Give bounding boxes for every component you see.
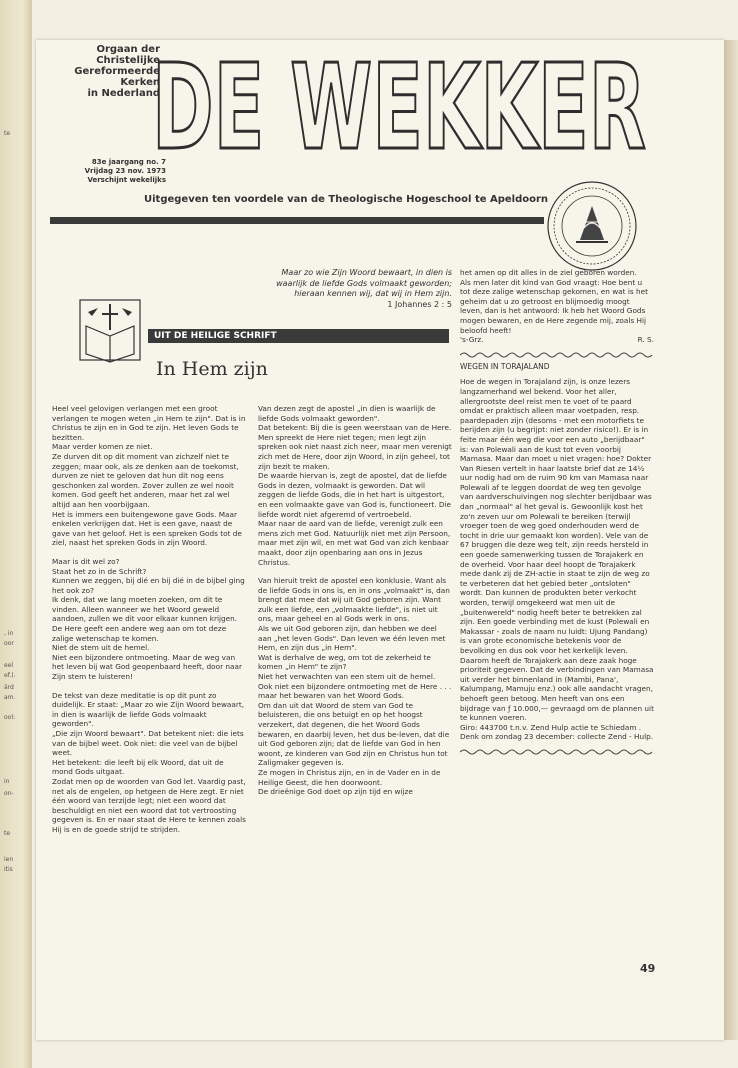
paragraph: Maar is dit wel zo? <box>52 556 120 566</box>
paragraph: Zodat men op de woorden van God let. Vaardig past, net als de engelen, op hetgeen de Here zegt. Er niet één woord van terzijde legt; niet een woord dat beschuldigt en niet een woord dat tot vertroosting gegeven is. En er naar staat de Here te kennen zoals Hij is en de goede strijd te strijden. <box>52 776 246 834</box>
paragraph: De Here geeft een andere weg aan om tot deze zalige wetenschap te komen. <box>52 624 227 643</box>
paragraph: Heel veel gelovigen verlangen met een groot verlangen te mogen weten „in Hem te zijn". Dat is in Christus te zijn en in God te zijn. Het leven Gods te bezitten. <box>52 404 246 442</box>
paragraph: Wat is derhalve de weg, om tot de zekerheid te komen „in Hem" te zijn? <box>258 652 431 672</box>
bleed-fragment: ärd <box>4 684 14 691</box>
signature-line <box>460 335 654 345</box>
article-column-1 <box>52 404 246 835</box>
paragraph: Om dan uit dat Woord de stem van God te beluisteren, die ons betuigt en op het hoogst verzekert, dat degenen, die het Woord Gods bewaren, en daarbij leven, het dus be-leven, dat die uit God geboren zijn; dat de liefde van God in hen woont, ze kinderen van God zijn en Christus hun tot Zaligmaker gegeven is. <box>258 700 450 768</box>
paragraph: Ook niet een bijzondere ontmoeting met de Here . . . maar het bewaren van het Woord Gods. <box>258 681 452 701</box>
article-title: In Hem zijn <box>156 358 268 380</box>
section-heading: WEGEN IN TORAJALAND <box>460 361 550 371</box>
quote-text: Maar zo wie Zijn Woord bewaart, in dien is waarlijk de liefde Gods volmaakt geworden; hieraan kennen wij, dat wij in Hem zijn. <box>276 268 452 298</box>
bleed-fragment: te <box>4 130 11 137</box>
paragraph: Staat het zo in de Schrift? <box>52 566 147 576</box>
seminary-seal-icon <box>544 178 640 274</box>
masthead-title <box>152 48 652 158</box>
organ-line: Christelijke <box>96 55 160 66</box>
paragraph: het amen op dit alles in de ziel geboren worden. <box>460 268 637 277</box>
bleed-fragment: ef.). <box>4 672 16 679</box>
paragraph: Maar naar de aard van de liefde, verenigt zulk een mens zich met God. Natuurlijk niet met zijn Persoon, maar met zijn wil, en met wat God van zich kenbaar maakt, door zijn openbaring aan ons in Jezus Christus. <box>258 519 451 567</box>
bleed-fragment: itis <box>4 866 13 873</box>
bleed-fragment: in <box>4 778 10 785</box>
paragraph: Van dezen zegt de apostel „in dien is waarlijk de liefde Gods volmaakt geworden". <box>258 404 436 423</box>
page-number: 49 <box>640 962 656 975</box>
bleed-fragment: ool: <box>4 714 16 721</box>
wave-divider <box>460 351 654 359</box>
paragraph: Het is immers een buitengewone gave Gods. Maar enkelen verkrijgen dat. Het is een gave, naast de gave van het geloof. Het is een spreken Gods tot de ziel, naast het spreken Gods in zijn Woord. <box>52 509 242 548</box>
paragraph: Hoe de wegen in Torajaland zijn, is onze lezers langzamerhand wel bekend. Voor het aller, allergrootste deel reist men te voet of te paard omdat er praktisch alleen maar voetpaden, resp. paardepaden zijn (desoms - met een motorfiets te berijden zijn (u begrijpt: niet zonder risico!). Er is in feite maar één weg die voor een auto „berijdbaar" is: van Polewali aan de kust tot even voorbij Mamasa. Maar dan moet u niet vragen: hoe? Dokter Van Riesen vertelt in haar laatste brief dat ze 14½ uur nodig had om de ruim 90 km van Mamasa naar Polewali af te leggen doordat de weg ten gevolge van aardverschuivingen nog slechter berijdbaar was dan „normaal" al het geval is. Gewoonlijk kost het zo'n zeven uur om Polewali te bereiken (terwijl vroeger toen de weg goed onderhouden werd de tocht in drie uur gemaakt kon worden). Vele van de 67 bruggen die deze weg telt, zijn reeds hersteld in een goede samenwerking tussen de Torajakerk en de overheid. Voor haar deel hoopt de Torajakerk mede dank zij de ZH-actie in staat te zijn de weg zo te verbeteren dat het gebied beter „ontsloten" wordt. Dan kunnen de produkten beter verkocht worden, terwijl omgekeerd wat men uit de „buitenwereld" nodig heeft beter te betrekken zal zijn. Een goede verbinding met de kust (Polewali en Makassar - zoals de naam nu luidt: Ujung Pandang) is van grote economische betekenis voor de bevolking en dus ook voor het kerkelijk leven. Daarom heeft de Torajakerk aan deze zaak hoge prioriteit gegeven. Dat de verbindingen van Mamasa uit verder het binnenland in (Mambi, Pana', Kalumpang, Mamuju enz.) ook alle aandacht vragen, behoeft geen betoog. Men heeft van ons een bijdrage van ƒ 10.000,— gevraagd om de plannen uit te kunnen voeren. <box>460 377 654 723</box>
paragraph: Niet de stem uit de hemel. <box>52 643 150 653</box>
issue-info <box>56 158 166 185</box>
paragraph: Maar verder komen ze niet. <box>52 442 153 452</box>
organ-line: Kerken <box>120 77 160 88</box>
bleed-fragment: ien <box>4 856 14 863</box>
signature-place: 's-Grz. <box>460 335 484 345</box>
paragraph: De drieënige God doet op zijn tijd en wijze <box>258 787 413 797</box>
right-page-edge <box>724 40 738 1040</box>
issue-line: 83e jaargang no. 7 <box>91 158 166 166</box>
scripture-quote <box>258 268 452 310</box>
article-column-3 <box>460 268 654 759</box>
paragraph: Als men later dit kind van God vraagt: Hoe bent u tot deze zalige wetenschap gekomen, en wat is het geheim dat u zo getroost en blijmoedig moogt leven, dan is het antwoord: Ik heb het Woord Gods mogen bewaren, en de Here zegende mij, zoals Hij beloofd heeft! <box>460 277 648 335</box>
masthead-subtitle: Uitgegeven ten voordele van de Theologische Hogeschool te Apeldoorn <box>144 194 549 205</box>
paragraph: Het betekent: die leeft bij elk Woord, dat uit de mond Gods uitgaat. <box>52 757 224 777</box>
organ-line: Orgaan der <box>96 44 160 55</box>
paragraph: Ze durven dit op dit moment van zichzelf niet te zeggen; maar ook, als ze denken aan de toekomst, durven ze niet te geloven dat hun dit nog eens geschonken zal worden. Zover zullen ze wel nooit komen. God geeft het anderen, maar het zal wel altijd aan hen voorbijgaan. <box>52 451 239 509</box>
paragraph: Kunnen we zeggen, bij dié en bij dié in de bijbel ging het ook zo? <box>52 576 245 595</box>
binding-edge <box>0 0 32 1068</box>
paragraph: Men spreekt de Here niet tegen; men legt zijn spreken ook niet naast zich neer, maar men verenigt zich met de Here, door zijn Woord, in zijn geheel, tot zijn bezit te maken. <box>258 432 452 471</box>
wave-divider <box>460 748 654 756</box>
bleed-fragment: am. <box>4 694 16 701</box>
masthead-rule <box>50 217 544 224</box>
quote-reference: 1 Johannes 2 : 5 <box>387 299 452 309</box>
paragraph: Niet een bijzondere ontmoeting. Maar de weg van het leven bij wat God geopenbaard heeft, door naar Zijn stem te luisteren! <box>52 652 242 682</box>
bleed-fragment: on- <box>4 790 14 797</box>
bleed-fragment: oor <box>4 640 14 647</box>
paragraph: Dat betekent: Bij die is geen weerstaan van de Here. <box>258 423 452 433</box>
paragraph: Niet het verwachten van een stem uit de hemel. <box>258 672 436 682</box>
organ-line: in Nederland <box>87 88 160 99</box>
signature-initials: R. S. <box>637 335 654 345</box>
bleed-fragment: te <box>4 830 11 837</box>
article-column-2 <box>258 404 452 797</box>
issue-line: Vrijdag 23 nov. 1973 <box>84 167 166 175</box>
paragraph: Giro: 443700 t.n.v. Zend Hulp actie te Schiedam . <box>460 722 642 732</box>
organ-line: Gereformeerde <box>74 66 160 77</box>
paragraph: Van hieruit trekt de apostel een konklusie. Want als de liefde Gods in ons is, en in ons „volmaakt" is, dan brengt dat mee dat wij uit God geboren zijn. Want zulk een liefde, een „volmaakte liefde", is niet uit ons, maar geheel en al Gods werk in ons. <box>258 576 450 624</box>
bleed-fragment: , in <box>4 630 14 637</box>
masthead-title-text: DE WEKKER <box>152 48 646 158</box>
paragraph: De waarde hiervan is, zegt de apostel, dat de liefde Gods in dezen, volmaakt is geworden. Dat wil zeggen de liefde Gods, die in het hart is uitgestort, en een volmaakte gave van God is, functioneert. Die liefde wordt niet afgeremd of vertroebeld. <box>258 471 452 519</box>
bleed-fragment: eel <box>4 662 14 669</box>
masthead-organ-text <box>60 44 160 99</box>
paragraph: Ik denk, dat we lang moeten zoeken, om dit te vinden. Alleen wanneer we het Woord geweld aandoen, zullen we dit voor elkaar kunnen krijgen. <box>52 595 238 624</box>
section-label: UIT DE HEILIGE SCHRIFT <box>148 329 449 343</box>
paragraph: De tekst van deze meditatie is op dit punt zo duidelijk. Er staat: „Maar zo wie Zijn Woord bewaart, in dien is waarlijk de liefde Gods volmaakt geworden". <box>52 690 245 729</box>
paragraph: „Die zijn Woord bewaart". Dat betekent niet: die iets van de bijbel weet. Ook niet: die veel van de bijbel weet. <box>52 729 244 758</box>
paragraph: Als we uit God geboren zijn, dan hebben we deel aan „het leven Gods". Dan leven we één leven met Hem, en zijn dus „in Hem". <box>258 624 446 653</box>
paragraph: Denk om zondag 23 december: collecte Zend - Hulp. <box>460 732 654 742</box>
paragraph: Ze mogen in Christus zijn, en in de Vader en in de Heilige Geest, die hen doorwoont. <box>258 767 441 787</box>
issue-line: Verschijnt wekelijks <box>87 176 166 184</box>
open-bible-icon <box>72 296 148 366</box>
